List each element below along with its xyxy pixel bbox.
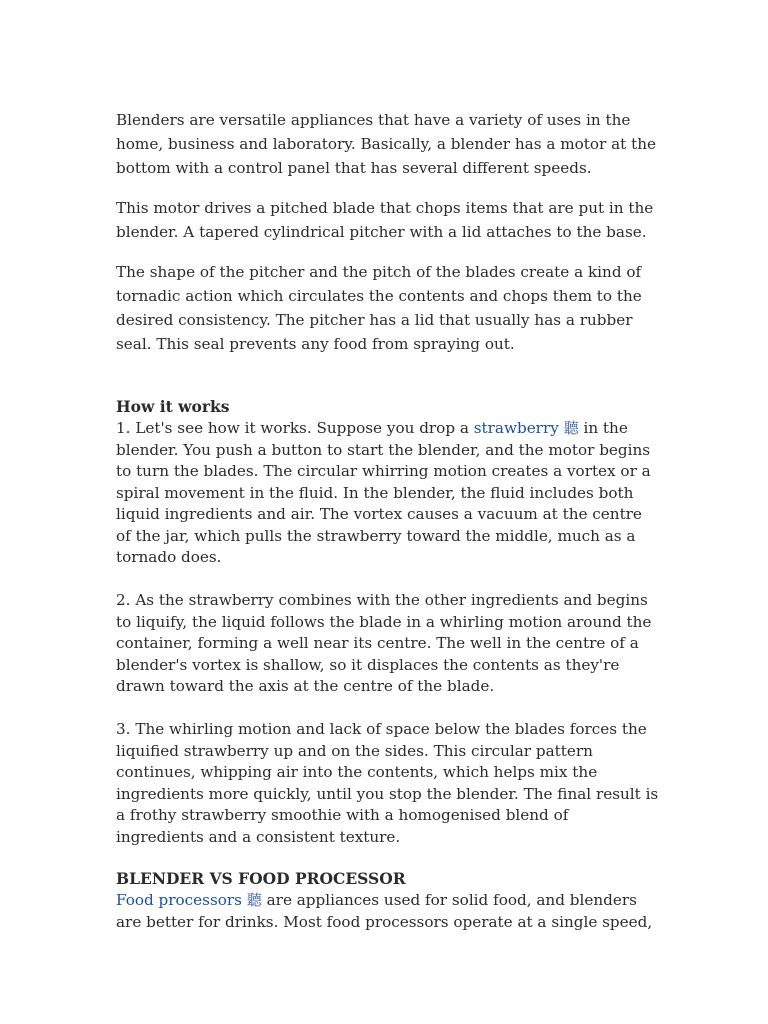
intro-paragraph-2: This motor drives a pitched blade that chops items that are put in the blender. A tapered cylindrical pitcher with a lid attaches to the base. — [116, 199, 654, 241]
intro-paragraph-1: Blenders are versatile appliances that have a variety of uses in the home, business and laboratory. Basically, a blender has a motor at the bottom with a control panel that has several different speeds. — [116, 111, 656, 177]
intro-paragraph-3: The shape of the pitcher and the pitch of the blades create a kind of tornadic action which circulates the contents and chops them to the desired consistency. The pitcher has a lid that usually has a rubber seal. This seal prevents any food from spraying out. — [116, 263, 642, 353]
step-1-text-before: 1. Let's see how it works. Suppose you drop a — [116, 419, 474, 437]
document-page — [116, 108, 661, 933]
food-processor-paragraph — [116, 890, 661, 933]
listen-icon[interactable]: 聽 — [563, 419, 579, 437]
food-processors-link[interactable]: Food processors — [116, 891, 242, 909]
step-1-paragraph — [116, 418, 661, 569]
step-spacer — [116, 569, 661, 591]
how-it-works-heading: How it works — [116, 397, 230, 416]
step-2-paragraph: 2. As the strawberry combines with the other ingredients and begins to liquify, the liquid follows the blade in a whirling motion around the container, forming a well near its centre. The well in the centre of a blender's vortex is shallow, so it displaces the contents as they're drawn toward the axis at the centre of the blade. — [116, 591, 652, 695]
how-it-works-section — [116, 396, 661, 848]
listen-icon[interactable]: 聽 — [246, 891, 262, 909]
step-3-paragraph: 3. The whirling motion and lack of space below the blades forces the liquified strawberry up and on the sides. This circular pattern continues, whipping air into the contents, which helps mix the ingredients more quickly, until you stop the blender. The final result is a frothy strawberry smoothie with a homogenised blend of ingredients and a consistent texture. — [116, 720, 659, 846]
intro-section — [116, 108, 661, 356]
strawberry-link[interactable]: strawberry — [473, 419, 559, 437]
blender-vs-food-processor-section — [116, 868, 661, 933]
food-processor-text-after: are appliances used for solid food, and blenders are better for drinks. Most food processors operate at a single speed, — [116, 891, 653, 931]
step-1-text-after: in the blender. You push a button to start the blender, and the motor begins to turn the blades. The circular whirring motion creates a vortex or a spiral movement in the fluid. In the blender, the fluid includes both liquid ingredients and air. The vortex causes a vacuum at the centre of the jar, which pulls the strawberry toward the middle, much as a tornado does. — [116, 419, 651, 566]
blender-vs-food-processor-heading: BLENDER VS FOOD PROCESSOR — [116, 869, 406, 888]
step-spacer — [116, 698, 661, 720]
